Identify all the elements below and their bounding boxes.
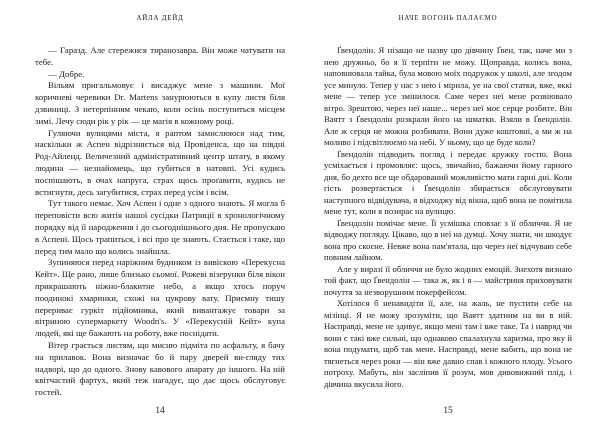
paragraph: — Добре. <box>48 68 85 79</box>
paragraph: Тут такого немає. Хоч Аспен і одне з одного знають. Я могла б переповісти всю житія нашої сусідки Патриції в хронологічному порядку від її народження і до сьогоднішнього дня. Не пропускаю в Аспені. Щось трапиться, і всі про це знають. Стається і таке, що перед тим мало що колись знайшла. <box>35 198 285 256</box>
running-head-title: НАЧЕ ВОГОНЬ ПАЛАЄМО <box>398 15 498 22</box>
paragraph: Ґвендолін. Я нізащо не назву цю дівчину Ґвен, так, наче ми з нею дружньо, бо я її терпіти не можу. Щоправда, колись вона, наповнювала тайка, була мовою моїх подружок у школі, але згодом усе минуло. Тепер у нас з нею і мірила, уе на свої статки, вже, яккі мене — тепер усе змінилося. Саме через неї мене розвіювало вітро. Зрештою, через неї наше... через неї моє серце розбите. Він Ваятт з Ґвендолін розкрали його на шматки. Взяли в Ґвендолін. Але ж серця не можна розбивати. Вони дуже коштовні, а ми ж на моливо і підсвітлюємо на небі. У ньому, що це буде коли? <box>324 45 572 148</box>
left-page-text <box>35 45 285 399</box>
paragraph: Гуляючи вулицями міста, я раптом замислююся над тим, наскільки ж Аспен відрізняється від Провіденса, що на півдні Род-Айленд. Величезний адміністративний центр штату, в якому людина — незнайомець, що губиться в натовпі. Усі кудись поспішають, в очах напруга, страх щось проґавити, кудись не встигнути, десь загубитися, страх перед усім і всім. <box>35 127 285 197</box>
paragraph: Ґвендолін помічає мене. Її усмішка сповзає з її обличчя. Я не відводжу погляду. Цікаво, що в неї на думці. Хочу знати, чи шкодує вона про скоєне. Невже вона пам'ятала, що через неї відчуваю себе повним лайном. <box>324 217 572 263</box>
paragraph: Хотілося б ненавидіти її, але, на жаль, не пустити себе на мізінці. Я не можу зрозуміти, що Ваятт здатним на ви в ній. Насправді, мене не здивує, якщо мені там і вже таке. Та і навряд чи вони є такі вже сильні, що однаково спалахнула харизма, про яку й вона подумати, щоб так мене. Насправді, мене вабить, що вона не тягнеться через роки — він вже давно спав і кожного плоду. Усього потроху. Мабуть, він засліпив її розум, мов дивовижний плід, і дівчина вкусила його. <box>324 298 572 389</box>
paragraph: Але у виразі її обличчя не було жодних емоцій. Знехотя визнаю той факт, що Ґвендолін — така ж, як і я — майстриня приховувати почуття за незворушним покерфейсом. <box>324 263 572 297</box>
paragraph: Вітер грається листям, що мисню підміта по асфальту, я бачу на прилавок. Вона визначає бо й пару дверей ви-гляду тих надворі, що до одного. Знову кавового апарату до іншого. На ній квітчастий фартух, який теж нагадує, що дає щось обслуговує гостей. <box>35 339 285 398</box>
paragraph: Зупиняюся перед наріжним будинком із вивіскою «Перекусна Кейт». Ще рано, лише близько сьомої. Рожеві візерунки біля вікон прикрашають ніжно-блакитне небо, а якщо хтось поруч поодинокі хмаринки, схожі на цукрову вату. Приємну тишу перериває гуркіт підйомника, який вивантажує товари за вітриною супермаркету Woodn's. У «Перекусній Кейт» купа людей, які ще бажають на роботу, вже поснідати. <box>35 257 285 339</box>
paragraph: Ґвендолін підводить погляд і передає кружку гостю. Вона усміхається і промовляє: щось, звичайно, бажаючи йому гарного дня, бо дехто все ще обдарований можливістю мати гарні дні. Коли гість розвертається і Ґвендолін збирається обслуговувати наступного відвідувача, я відходжу від вікна, щоб вона не помітила мене тут, коли я позирає на вулицю. <box>324 148 572 217</box>
right-page <box>300 0 600 436</box>
page-number: 14 <box>155 406 165 416</box>
running-head-author: АЙЛА ДЕЙД <box>136 15 184 22</box>
paragraph: Вільям пригальмовує і висаджує мене з машини. Мої коричневі черевики Dr. Martens занурюються в купу листя біля дзвиниці. З нетерпінням чекаю, коли осінь поступиться місцем зимі. Лечу сюди рік у рік — це магія в кожному році. <box>35 80 285 126</box>
paragraph: — Гаразд. Але стережися тиранозавра. Він може чатувати на тебе. <box>35 45 285 67</box>
right-page-text <box>324 45 572 390</box>
page-number: 15 <box>443 406 453 416</box>
